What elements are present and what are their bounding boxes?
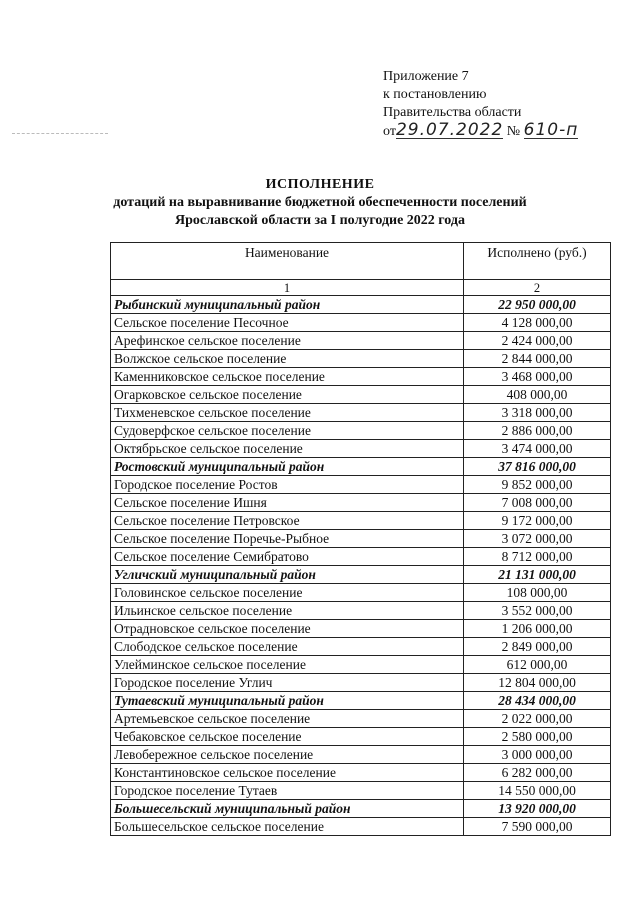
row-value: 2 022 000,00 (464, 710, 611, 728)
row-name: Ростовский муниципальный район (111, 458, 464, 476)
table-row (111, 602, 611, 620)
table-row (111, 404, 611, 422)
table-row (111, 638, 611, 656)
row-value: 1 206 000,00 (464, 620, 611, 638)
row-name: Улейминское сельское поселение (111, 656, 464, 674)
table-row (111, 620, 611, 638)
table-header-row (111, 243, 611, 280)
table-row (111, 584, 611, 602)
row-name: Городское поселение Углич (111, 674, 464, 692)
row-name: Головинское сельское поселение (111, 584, 464, 602)
row-value: 108 000,00 (464, 584, 611, 602)
row-name: Ильинское сельское поселение (111, 602, 464, 620)
row-value: 13 920 000,00 (464, 800, 611, 818)
district-row (111, 800, 611, 818)
district-row (111, 296, 611, 314)
row-value: 3 552 000,00 (464, 602, 611, 620)
table-row (111, 674, 611, 692)
row-name: Рыбинский муниципальный район (111, 296, 464, 314)
header-name: Наименование (111, 243, 464, 280)
header-executed: Исполнено (руб.) (464, 243, 611, 280)
row-name: Сельское поселение Петровское (111, 512, 464, 530)
row-value: 3 474 000,00 (464, 440, 611, 458)
row-name: Большесельское сельское поселение (111, 818, 464, 836)
table-row (111, 386, 611, 404)
district-row (111, 566, 611, 584)
row-name: Городское поселение Тутаев (111, 782, 464, 800)
row-name: Тутаевский муниципальный район (111, 692, 464, 710)
appendix-date-line (383, 122, 578, 141)
table-row (111, 818, 611, 836)
district-row (111, 458, 611, 476)
table-row (111, 332, 611, 350)
row-value: 3 318 000,00 (464, 404, 611, 422)
table-row (111, 548, 611, 566)
table-row (111, 440, 611, 458)
table-row (111, 710, 611, 728)
row-name: Огарковское сельское поселение (111, 386, 464, 404)
table-row (111, 350, 611, 368)
row-value: 2 849 000,00 (464, 638, 611, 656)
handwritten-date: 29.07.2022 (395, 120, 504, 140)
document-subtitle-2: Ярославской области за I полугодие 2022 года (175, 213, 465, 228)
row-name: Чебаковское сельское поселение (111, 728, 464, 746)
table-row (111, 494, 611, 512)
appendix-line-3: Правительства области (383, 105, 522, 120)
row-name: Большесельский муниципальный район (111, 800, 464, 818)
table-row (111, 512, 611, 530)
row-value: 3 468 000,00 (464, 368, 611, 386)
table-row (111, 764, 611, 782)
date-prefix: от (383, 124, 396, 139)
column-number-1: 1 (111, 280, 464, 296)
row-name: Слободское сельское поселение (111, 638, 464, 656)
row-name: Константиновское сельское поселение (111, 764, 464, 782)
row-name: Угличский муниципальный район (111, 566, 464, 584)
row-value: 2 886 000,00 (464, 422, 611, 440)
row-value: 2 424 000,00 (464, 332, 611, 350)
row-value: 37 816 000,00 (464, 458, 611, 476)
number-prefix: № (506, 124, 521, 139)
row-value: 4 128 000,00 (464, 314, 611, 332)
table-row (111, 368, 611, 386)
document-subtitle-1: дотаций на выравнивание бюджетной обеспеченности поселений (113, 195, 527, 210)
row-value: 3 000 000,00 (464, 746, 611, 764)
row-value: 22 950 000,00 (464, 296, 611, 314)
table-row (111, 422, 611, 440)
row-value: 3 072 000,00 (464, 530, 611, 548)
row-value: 28 434 000,00 (464, 692, 611, 710)
column-number-2: 2 (464, 280, 611, 296)
appendix-line-2: к постановлению (383, 87, 487, 102)
table-row (111, 746, 611, 764)
row-name: Сельское поселение Поречье-Рыбное (111, 530, 464, 548)
row-value: 408 000,00 (464, 386, 611, 404)
handwritten-number: 610-п (523, 120, 579, 140)
document-title: ИСПОЛНЕНИЕ (265, 177, 375, 192)
appendix-line-1: Приложение 7 (383, 69, 469, 84)
row-name: Артемьевское сельское поселение (111, 710, 464, 728)
row-name: Каменниковское сельское поселение (111, 368, 464, 386)
table-row (111, 314, 611, 332)
row-value: 2 580 000,00 (464, 728, 611, 746)
table-row (111, 782, 611, 800)
row-value: 6 282 000,00 (464, 764, 611, 782)
row-name: Тихменевское сельское поселение (111, 404, 464, 422)
table-row (111, 656, 611, 674)
table-row (111, 476, 611, 494)
row-value: 9 852 000,00 (464, 476, 611, 494)
row-name: Городское поселение Ростов (111, 476, 464, 494)
row-value: 612 000,00 (464, 656, 611, 674)
table-body (111, 280, 611, 836)
row-name: Судоверфское сельское поселение (111, 422, 464, 440)
row-value: 8 712 000,00 (464, 548, 611, 566)
row-name: Октябрьское сельское поселение (111, 440, 464, 458)
row-name: Волжское сельское поселение (111, 350, 464, 368)
row-value: 9 172 000,00 (464, 512, 611, 530)
row-value: 7 008 000,00 (464, 494, 611, 512)
row-name: Левобережное сельское поселение (111, 746, 464, 764)
row-name: Сельское поселение Семибратово (111, 548, 464, 566)
margin-mark (12, 133, 108, 136)
row-name: Отрадновское сельское поселение (111, 620, 464, 638)
row-value: 7 590 000,00 (464, 818, 611, 836)
row-value: 14 550 000,00 (464, 782, 611, 800)
row-name: Сельское поселение Ишня (111, 494, 464, 512)
table-row (111, 728, 611, 746)
table-row (111, 530, 611, 548)
row-name: Сельское поселение Песочное (111, 314, 464, 332)
district-row (111, 692, 611, 710)
row-value: 2 844 000,00 (464, 350, 611, 368)
execution-table (110, 242, 611, 836)
column-number-row (111, 280, 611, 296)
row-name: Арефинское сельское поселение (111, 332, 464, 350)
row-value: 12 804 000,00 (464, 674, 611, 692)
appendix-block (383, 68, 578, 141)
row-value: 21 131 000,00 (464, 566, 611, 584)
